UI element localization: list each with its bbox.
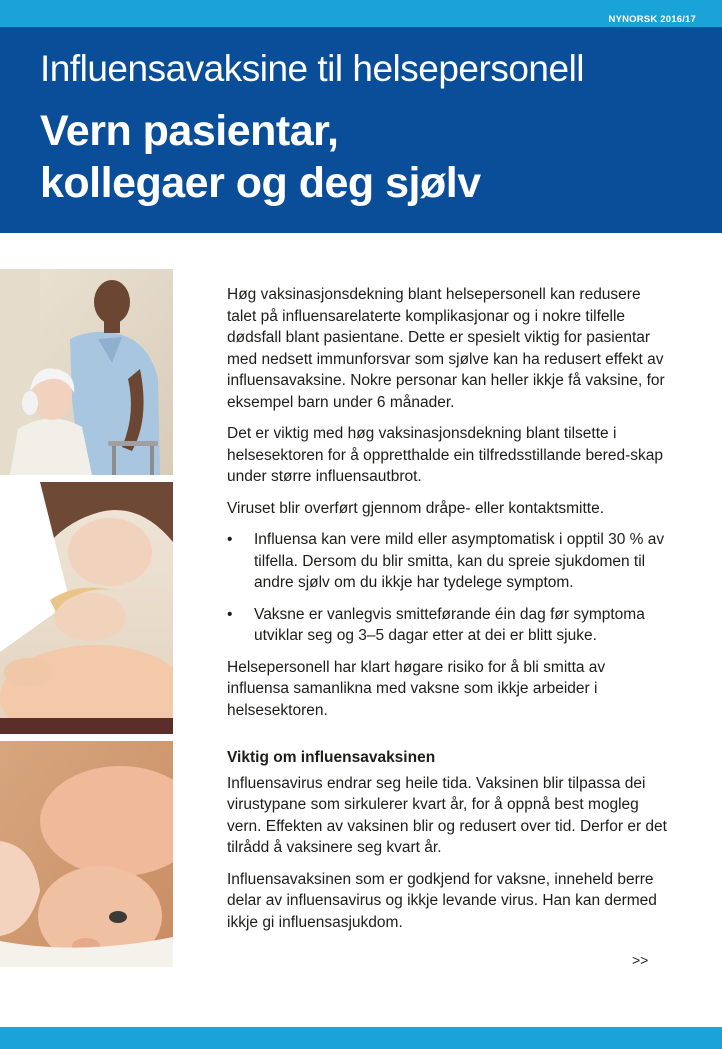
paragraph: Høg vaksinasjonsdekning blant helsepersonell kan redusere talet på influensarelaterte komplikasjonar og i nokre tilfelle dødsfall blant pasientane. Dette er spesielt viktig for pasientar med nedsett immunforsvar som sjølve kan ha redusert effekt av influensavaksine. Nokre personar kan heller ikkje få vaksine, for eksempel barn under 6 månader. [227, 286, 665, 411]
paragraph: Viruset blir overført gjennom dråpe- eller kontaktsmitte. [227, 499, 605, 517]
title-line-2: kollegaer og deg sjølv [40, 159, 481, 207]
bullet-list [227, 529, 667, 647]
top-color-strip [0, 0, 722, 27]
body-text [227, 284, 667, 943]
title-line-1: Vern pasientar, [40, 107, 339, 155]
next-page-link[interactable]: >> [632, 952, 649, 968]
section-heading: Viktig om influensavaksinen [227, 749, 436, 766]
list-item: • Vaksne er vanlegvis smitteførande éin dag før symptoma utviklar seg og 3–5 dagar etter at dei er blitt sjuke. [227, 604, 667, 647]
paragraph: Det er viktig med høg vaksinasjonsdekning blant tilsette i helsesektoren for å oppretthalde ein tilfredsstillande bered-skap under større influensautbrot. [227, 425, 663, 485]
photo-nurse-with-elderly-woman [0, 269, 173, 475]
paragraph: Influensavaksinen som er godkjend for vaksne, inneheld berre delar av influensavirus og ikkje levande virus. Han kan dermed ikkje gi influensasjukdom. [227, 870, 657, 931]
list-item: • Influensa kan vere mild eller asymptomatisk i opptil 30 % av tilfella. Dersom du blir smitta, kan du spreie sjukdomen til andre sjølv om du ikkje har tydelege symptom. [227, 529, 667, 594]
bottom-color-strip [0, 1027, 722, 1049]
title-banner [0, 27, 722, 233]
page-subtitle: Influensavaksine til helsepersonell [40, 48, 585, 89]
paragraph: Helsepersonell har klart høgare risiko for å bli smitta av influensa samanlikna med vaksne som ikkje arbeider i helsesektoren. [227, 658, 606, 719]
page-title [40, 105, 481, 209]
photo-newborn-baby [0, 741, 173, 967]
paragraph: Influensavirus endrar seg heile tida. Vaksinen blir tilpassa dei virustypane som sirkulerer kvart år, for å oppnå best mogleg vern. Effekten av vaksinen blir og redusert over tid. Derfor er det tilrådd å vaksinere seg kvart år. [227, 774, 667, 856]
edition-label: NYNORSK 2016/17 [608, 14, 696, 25]
photo-midwife-with-pregnant-woman [0, 482, 173, 734]
